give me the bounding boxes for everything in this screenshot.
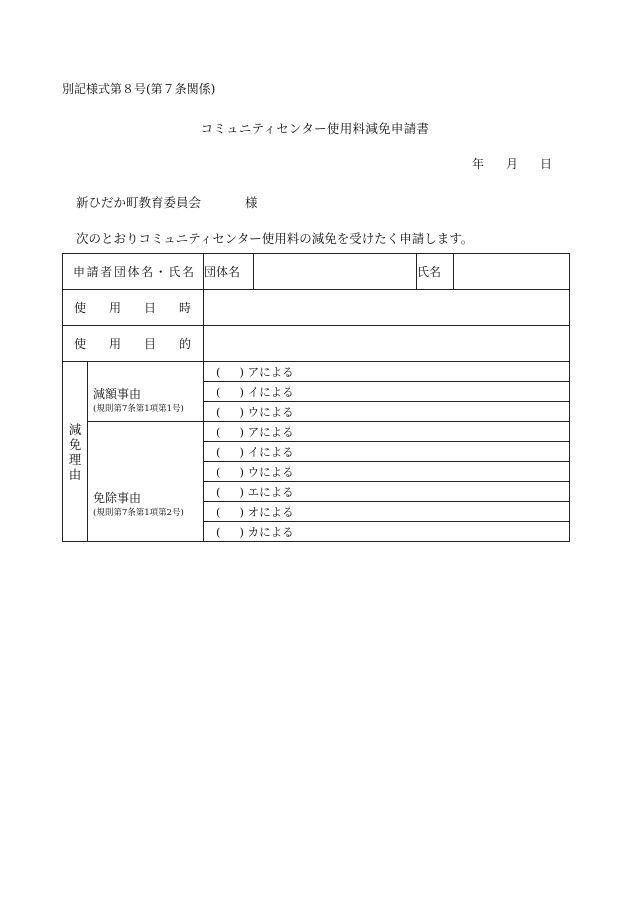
exemption-option[interactable]: ( ) アによる xyxy=(204,422,570,442)
reduction-reason-note: (規則第7条第1項第1号) xyxy=(93,403,184,414)
reduction-option[interactable]: ( ) ウによる xyxy=(204,402,570,422)
addressee-honorific: 様 xyxy=(245,195,258,210)
exemption-reason-title: 免除事由 xyxy=(93,490,142,505)
reason-option-row xyxy=(63,362,570,382)
applicant-row xyxy=(63,254,570,290)
person-name-label: 氏名 xyxy=(417,254,454,290)
applicant-label: 申 請 者 団 体 名 ・ 氏 名 xyxy=(63,254,204,290)
group-name-field[interactable] xyxy=(254,254,417,290)
reduction-reason-label xyxy=(88,362,204,422)
group-name-label: 団体名 xyxy=(204,254,254,290)
exemption-reason-note: (規則第7条第1項第2号) xyxy=(93,507,184,518)
use-datetime-field[interactable] xyxy=(204,290,570,326)
form-number: 別記様式第８号(第７条関係) xyxy=(62,82,216,96)
date-month-label: 月 xyxy=(506,157,519,171)
exemption-option[interactable]: ( ) ウによる xyxy=(204,462,570,482)
addressee xyxy=(76,193,258,211)
reason-label: 減 免 理 由 xyxy=(63,362,88,542)
addressee-name: 新ひだか町教育委員会 xyxy=(76,195,202,210)
document-title: コミュニティセンター使用料減免申請書 xyxy=(200,121,430,136)
use-datetime-row xyxy=(63,290,570,326)
intro-text: 次のとおりコミュニティセンター使用料の減免を受けたく申請します。 xyxy=(76,231,474,246)
use-datetime-label: 使 用 日 時 xyxy=(63,290,204,326)
application-table xyxy=(62,253,570,542)
use-purpose-label: 使 用 目 的 xyxy=(63,326,204,362)
use-purpose-field[interactable] xyxy=(204,326,570,362)
use-purpose-row xyxy=(63,326,570,362)
reason-option-row xyxy=(63,422,570,442)
exemption-option[interactable]: ( ) イによる xyxy=(204,442,570,462)
exemption-reason-label xyxy=(88,422,204,542)
date-line xyxy=(472,155,552,172)
reduction-option[interactable]: ( ) アによる xyxy=(204,362,570,382)
person-name-field[interactable] xyxy=(454,254,570,290)
exemption-option[interactable]: ( ) オによる xyxy=(204,502,570,522)
date-year-label: 年 xyxy=(472,157,485,171)
exemption-option[interactable]: ( ) エによる xyxy=(204,482,570,502)
reduction-option[interactable]: ( ) イによる xyxy=(204,382,570,402)
exemption-option[interactable]: ( ) カによる xyxy=(204,522,570,542)
date-day-label: 日 xyxy=(540,157,553,171)
reduction-reason-title: 減額事由 xyxy=(93,386,142,401)
